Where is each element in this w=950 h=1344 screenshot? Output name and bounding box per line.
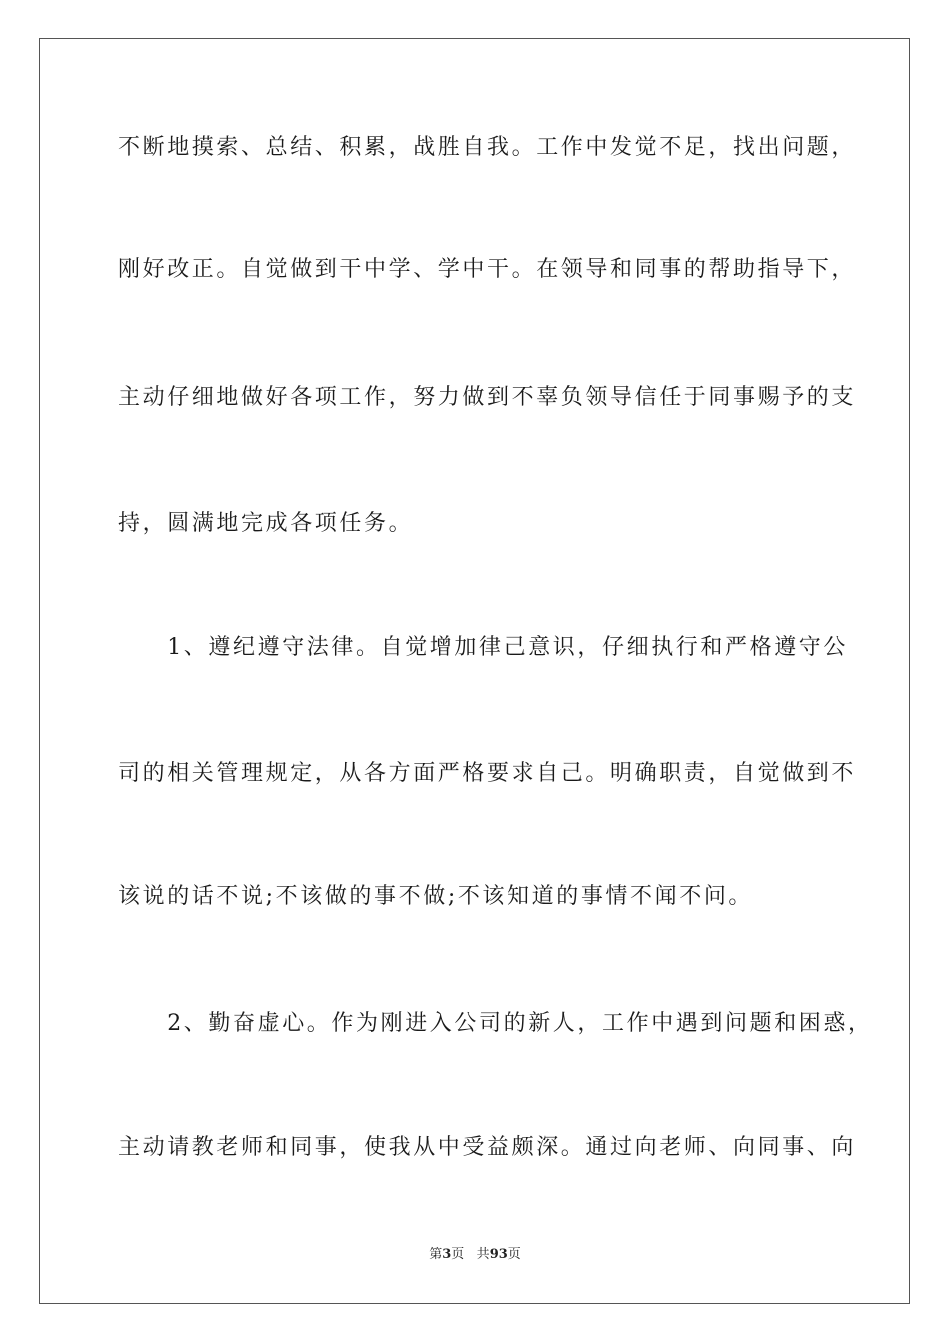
text-line: 主动仔细地做好各项工作，努力做到不辜负领导信任于同事赐予的支 <box>118 385 857 410</box>
text-line: 刚好改正。自觉做到干中学、学中干。在领导和同事的帮助指导下， <box>118 257 857 282</box>
text-line: 主动请教老师和同事，使我从中受益颇深。通过向老师、向同事、向 <box>118 1135 857 1160</box>
total-suffix: 页 <box>507 1247 521 1262</box>
text-line: 司的相关管理规定，从各方面严格要求自己。明确职责，自觉做到不 <box>118 761 857 786</box>
text-line: 2、勤奋虚心。作为刚进入公司的新人，工作中遇到问题和困惑， <box>118 1011 873 1036</box>
page-number: 3 <box>442 1247 452 1262</box>
total-pages: 93 <box>489 1247 508 1262</box>
page-border <box>39 38 910 1304</box>
text-line: 持，圆满地完成各项任务。 <box>118 511 414 536</box>
text-line: 该说的话不说;不该做的事不做;不该知道的事情不闻不问。 <box>118 884 754 909</box>
page-footer <box>0 1246 950 1264</box>
text-line: 1、遵纪遵守法律。自觉增加律己意识，仔细执行和严格遵守公 <box>118 635 848 660</box>
page-suffix: 页 <box>451 1247 465 1262</box>
page-prefix: 第 <box>429 1247 443 1262</box>
total-prefix: 共 <box>476 1247 490 1262</box>
text-line: 不断地摸索、总结、积累，战胜自我。工作中发觉不足，找出问题， <box>118 135 857 160</box>
